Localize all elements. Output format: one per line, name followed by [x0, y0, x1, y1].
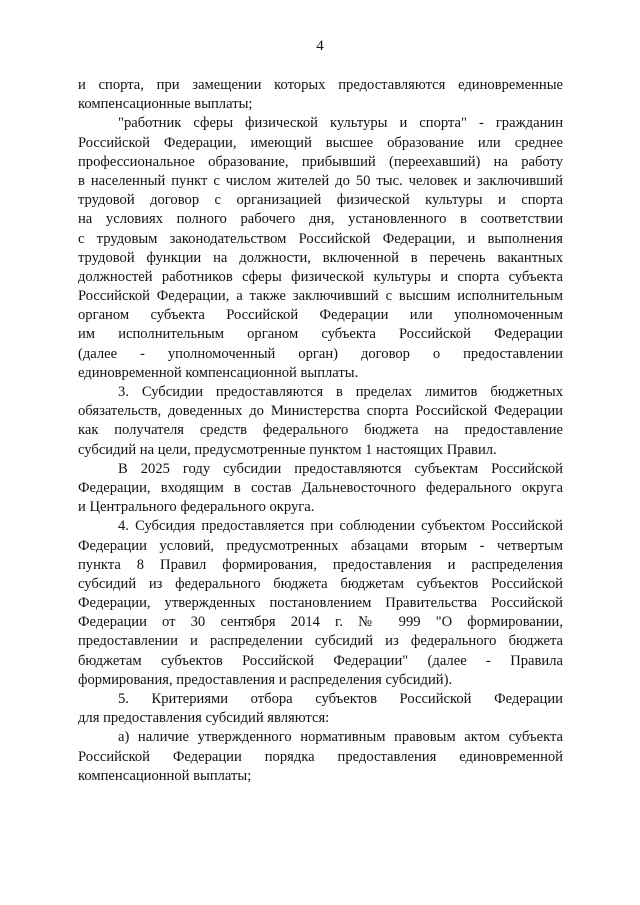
- text-line: В 2025 году субсидии предоставляются субъектам Российской: [118, 460, 563, 477]
- text-line: компенсационные выплаты;: [78, 96, 253, 113]
- text-line: в населенный пункт с числом жителей до 50 тыс. человек и заключивший: [78, 172, 563, 189]
- text-line: а) наличие утвержденного нормативным правовым актом субъекта: [118, 729, 563, 746]
- text-line: субсидий из федерального бюджета бюджетам субъектов Российской: [78, 575, 563, 592]
- text-line: трудовой договор с организацией физической культуры и спорта: [78, 192, 563, 209]
- text-line: и спорта, при замещении которых предоставляются единовременные: [78, 77, 563, 93]
- text-line: формирования, предоставления и распределения субсидий).: [78, 671, 453, 688]
- text-line: субсидий на цели, предусмотренные пунктом 1 настоящих Правил.: [78, 441, 497, 458]
- text-line: Российской Федерации порядка предоставления единовременной: [78, 748, 563, 765]
- text-line: трудовой функции на должности, включенной в перечень вакантных: [78, 249, 563, 266]
- text-line: Федерации условий, предусмотренных абзацами вторым - четвертым: [78, 537, 563, 554]
- text-line: (далее - уполномоченный орган) договор о предоставлении: [78, 345, 563, 362]
- text-line: на условиях полного рабочего дня, установленного в соответствии: [78, 211, 563, 228]
- text-line: обязательств, доведенных до Министерства спорта Российской Федерации: [78, 403, 563, 420]
- text-line: предоставлении и распределении субсидий из федерального бюджета: [78, 633, 563, 650]
- text-line: как получателя средств федерального бюджета на предоставление: [78, 422, 563, 439]
- text-line: Российской Федерации, имеющий высшее образование или среднее: [78, 134, 563, 151]
- text-line: единовременной компенсационной выплаты.: [78, 364, 359, 381]
- text-line: "работник сферы физической культуры и спорта" - гражданин: [118, 115, 563, 132]
- text-line: органом субъекта Российской Федерации или уполномоченным: [78, 307, 563, 324]
- text-line: для предоставления субсидий являются:: [78, 710, 330, 727]
- text-line: и Центрального федерального округа.: [78, 499, 315, 516]
- text-line: им исполнительным органом субъекта Российской Федерации: [78, 326, 563, 343]
- document-body: [78, 76, 563, 786]
- text-line: Федерации, утвержденных постановлением Правительства Российской: [78, 595, 563, 612]
- text-line: профессиональное образование, прибывший (переехавший) на работу: [78, 153, 563, 170]
- text-line: с трудовым законодательством Российской Федерации, и выполнения: [78, 230, 563, 247]
- text-line: Российской Федерации, а также заключивший с высшим исполнительным: [78, 288, 563, 305]
- text-line: Федерации, входящим в состав Дальневосточного федерального округа: [78, 479, 563, 496]
- text-line: пункта 8 Правил формирования, предоставления и распределения: [78, 556, 563, 573]
- text-line: должностей работников сферы физической культуры и спорта субъекта: [78, 268, 563, 285]
- text-line: 5. Критериями отбора субъектов Российской Федерации: [118, 691, 563, 707]
- text-line: Федерации от 30 сентября 2014 г. № 999 "О формировании,: [78, 614, 563, 631]
- text-line: 3. Субсидии предоставляются в пределах лимитов бюджетных: [118, 384, 563, 400]
- text-line: компенсационной выплаты;: [78, 767, 252, 784]
- text-line: бюджетам субъектов Российской Федерации" (далее - Правила: [78, 652, 563, 669]
- text-line: 4. Субсидия предоставляется при соблюдении субъектом Российской: [118, 518, 563, 535]
- page-number: 4: [316, 38, 324, 54]
